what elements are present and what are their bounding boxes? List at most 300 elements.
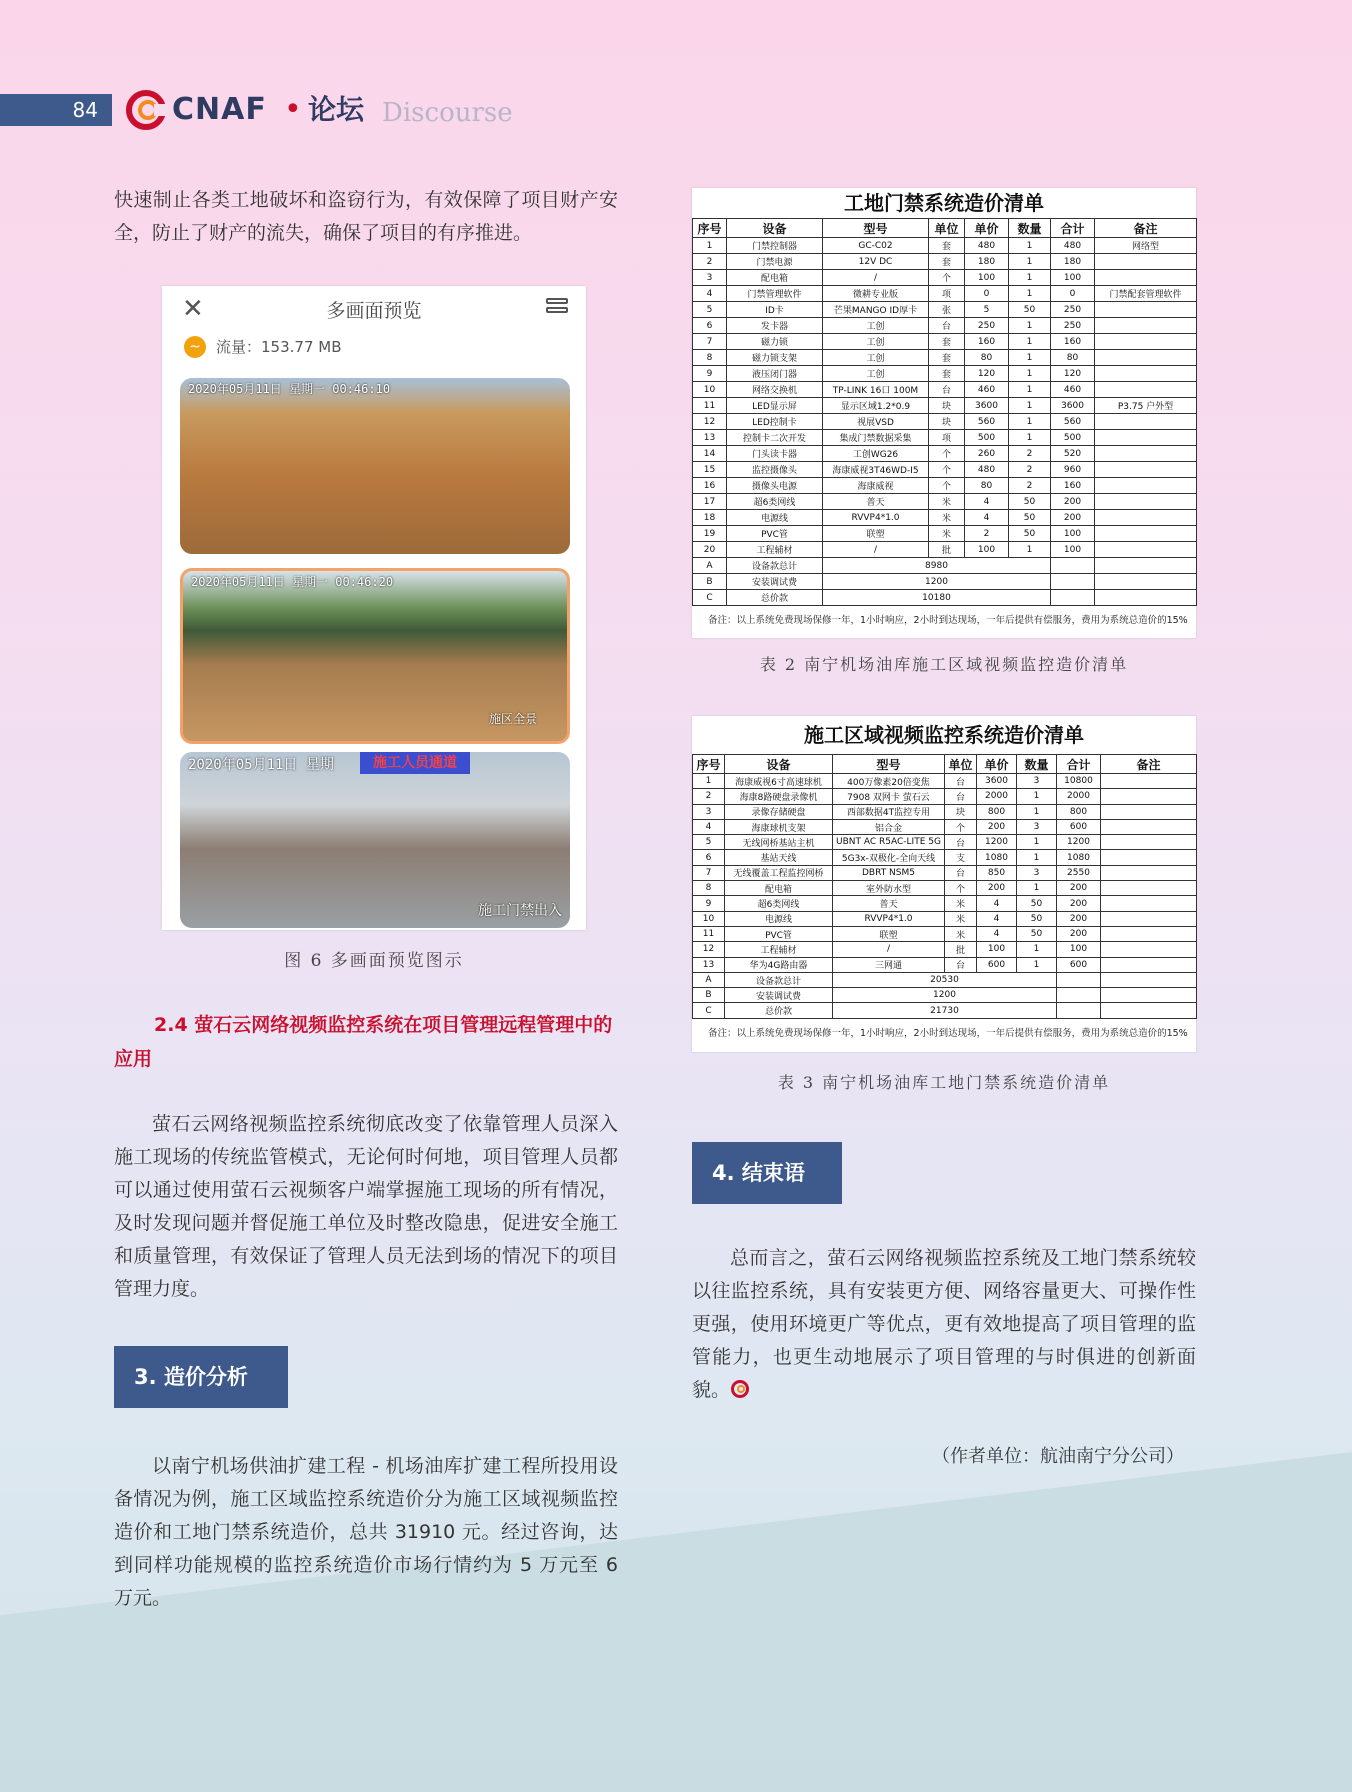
table-row <box>693 494 1197 510</box>
table-cell: 13 <box>693 430 727 446</box>
table-cell: 1080 <box>977 850 1017 865</box>
summary-label: 设备款总计 <box>727 558 823 574</box>
table-cell: 250 <box>1051 318 1095 334</box>
table-cell: 1 <box>1017 957 1057 972</box>
column-header: 合计 <box>1057 755 1101 774</box>
table-cell: 西部数据4T监控专用 <box>833 804 945 819</box>
table-row <box>693 270 1197 286</box>
table-cell: 磁力锁 <box>727 334 823 350</box>
traffic-label: 流量：153.77 MB <box>216 338 342 356</box>
table-cell: 9 <box>693 896 725 911</box>
table-cell: 支 <box>945 850 977 865</box>
table-cell: 块 <box>929 398 965 414</box>
table-cell <box>1095 478 1197 494</box>
table-cell: 1 <box>1009 270 1051 286</box>
table-cell: 芒果MANGO ID厚卡 <box>823 302 929 318</box>
table-cell: 600 <box>1057 957 1101 972</box>
table-cell: 6 <box>693 850 725 865</box>
table-cell <box>1095 446 1197 462</box>
table-cell: PVC管 <box>727 526 823 542</box>
empty-cell <box>1101 972 1197 987</box>
table-cell: 工创 <box>823 334 929 350</box>
table-title: 施工区域视频监控系统造价清单 <box>804 723 1084 747</box>
column-header: 序号 <box>693 219 727 238</box>
table-cell: 华为4G路由器 <box>725 957 833 972</box>
table-cell: 7908 双网卡 萤石云 <box>833 789 945 804</box>
table-cell: 1 <box>1009 414 1051 430</box>
table-cell: UBNT AC R5AC-LITE 5G <box>833 835 945 850</box>
table-cell: 门禁管理软件 <box>727 286 823 302</box>
table-cell: 米 <box>929 494 965 510</box>
table-cell: 460 <box>965 382 1009 398</box>
table-row <box>693 238 1197 254</box>
table-cell: 2000 <box>977 789 1017 804</box>
empty-cell <box>1051 590 1095 606</box>
table-cell <box>1101 911 1197 926</box>
table-cell: 2000 <box>1057 789 1101 804</box>
table-cell: 5 <box>693 835 725 850</box>
table-cell: 2 <box>693 789 725 804</box>
table-cell: 电源线 <box>725 911 833 926</box>
table-row <box>693 835 1197 850</box>
table-cell: 米 <box>945 926 977 941</box>
table-cell: 12 <box>693 942 725 957</box>
table-cell: 1 <box>1009 542 1051 558</box>
table-cell: 海康威视3T46WD-I5 <box>823 462 929 478</box>
table-cell: LED显示屏 <box>727 398 823 414</box>
summary-row <box>693 988 1197 1003</box>
paragraph-4-text: 总而言之，萤石云网络视频监控系统及工地门禁系统较以往监控系统，具有安装更方便、网络容量更大、可操作性更强，使用环境更广等优点，更有效地提高了项目管理的监管能力，也更生动地展示了项目管理的与时俱进的创新面貌。 <box>692 1247 1196 1401</box>
summary-row <box>693 574 1197 590</box>
table-cell: PVC管 <box>725 926 833 941</box>
table-cell <box>1095 494 1197 510</box>
table-cell: 套 <box>929 238 965 254</box>
table-cell: 520 <box>1051 446 1095 462</box>
summary-label: 总价款 <box>725 1003 833 1018</box>
table-cell <box>1101 850 1197 865</box>
table-cell: 1 <box>1017 789 1057 804</box>
table-cell: 个 <box>945 819 977 834</box>
table-cell: / <box>823 542 929 558</box>
table-cell: 100 <box>1057 942 1101 957</box>
table-row <box>693 350 1197 366</box>
table-row <box>693 382 1197 398</box>
table-cell: 3600 <box>965 398 1009 414</box>
preview-topbar <box>162 286 586 370</box>
close-icon: ✕ <box>182 294 204 324</box>
table-cell: 100 <box>1051 526 1095 542</box>
table-cell <box>1101 789 1197 804</box>
table-cell: 260 <box>965 446 1009 462</box>
cnaf-logo-icon <box>124 90 168 130</box>
empty-cell <box>1095 558 1197 574</box>
summary-id: A <box>693 972 725 987</box>
table-cell: 3 <box>693 804 725 819</box>
table-cell: 海康球机支架 <box>725 819 833 834</box>
table-cell <box>1095 430 1197 446</box>
summary-label: 安装调试费 <box>725 988 833 1003</box>
column-header: 设备 <box>725 755 833 774</box>
table-cell: 1 <box>1009 286 1051 302</box>
table-cell: 4 <box>693 819 725 834</box>
table-cell: 50 <box>1009 494 1051 510</box>
page-header <box>0 92 600 126</box>
summary-row <box>693 590 1197 606</box>
table-cell <box>1101 835 1197 850</box>
table-cell: 1 <box>1017 881 1057 896</box>
table-cell: 联塑 <box>833 926 945 941</box>
table-cell: 9 <box>693 366 727 382</box>
table-cell: 19 <box>693 526 727 542</box>
table-cell: 1 <box>1017 835 1057 850</box>
table-cell: 0 <box>1051 286 1095 302</box>
table-cell: 2 <box>965 526 1009 542</box>
column-header: 备注 <box>1095 219 1197 238</box>
table-cell: 米 <box>929 510 965 526</box>
table-cell: 3600 <box>977 774 1017 789</box>
table-cell: 铝合金 <box>833 819 945 834</box>
table-cell <box>1101 896 1197 911</box>
table-cell: 80 <box>1051 350 1095 366</box>
table-cell: 1 <box>1009 398 1051 414</box>
table-row <box>693 804 1197 819</box>
camera-view-3 <box>180 752 570 928</box>
table-cell: 无线网桥基站主机 <box>725 835 833 850</box>
summary-label: 安装调试费 <box>727 574 823 590</box>
column-header: 数量 <box>1017 755 1057 774</box>
table-cell <box>1101 819 1197 834</box>
table-cell: 160 <box>1051 334 1095 350</box>
table-cell: 1 <box>1009 430 1051 446</box>
table-cell: 800 <box>977 804 1017 819</box>
column-header: 型号 <box>823 219 929 238</box>
table-cell: 门禁配套管理软件 <box>1095 286 1197 302</box>
table-cell: 460 <box>1051 382 1095 398</box>
table-cell: 集成门禁数据采集 <box>823 430 929 446</box>
table-access-control-cost <box>692 188 1196 638</box>
table-cell: 10800 <box>1057 774 1101 789</box>
table-cell: 5 <box>693 302 727 318</box>
table-cell: P3.75 户外型 <box>1095 398 1197 414</box>
table-cell: 100 <box>965 542 1009 558</box>
table-cell: 50 <box>1017 911 1057 926</box>
empty-cell <box>1101 988 1197 1003</box>
preview-title: 多画面预览 <box>326 300 422 322</box>
table-cell: 100 <box>965 270 1009 286</box>
table-cell: 200 <box>1057 896 1101 911</box>
table-cell <box>1095 526 1197 542</box>
camera-tag: 施区全景 <box>488 712 537 726</box>
table-cell: 13 <box>693 957 725 972</box>
table-cell: 200 <box>1057 881 1101 896</box>
table-cell: 1 <box>693 774 725 789</box>
empty-cell <box>1051 574 1095 590</box>
table-cell <box>1101 926 1197 941</box>
summary-id: A <box>693 558 727 574</box>
table-cell: 套 <box>929 366 965 382</box>
end-mark-icon <box>730 1379 750 1399</box>
table-row <box>693 254 1197 270</box>
paragraph-2: 萤石云网络视频监控系统彻底改变了依靠管理人员深入施工现场的传统监管模式，无论何时何地，项目管理人员都可以通过使用萤石云视频客户端掌握施工现场的所有情况，及时发现问题并督促施工单位及时整改隐患，促进安全施工和质量管理，有效保证了管理人员无法到场的情况下的项目管理力度。 <box>114 1113 618 1300</box>
table-cell: 7 <box>693 334 727 350</box>
table-cell: 米 <box>929 526 965 542</box>
table-cell: 工创 <box>823 318 929 334</box>
table-cell: 套 <box>929 254 965 270</box>
table-cell: 台 <box>945 774 977 789</box>
empty-cell <box>1051 558 1095 574</box>
table-cell: 4 <box>977 896 1017 911</box>
table-cell <box>1095 318 1197 334</box>
table-cell: 个 <box>929 446 965 462</box>
camera-timestamp: 2020年05月11日 星期一 00:46:20 <box>191 575 394 589</box>
table-video-cost <box>692 716 1196 1052</box>
table-cell: 项 <box>929 286 965 302</box>
table-cell: 3 <box>1017 865 1057 880</box>
paragraph-4 <box>692 1242 1196 1407</box>
table-cell <box>1095 462 1197 478</box>
table-cell <box>1095 542 1197 558</box>
table-row <box>693 911 1197 926</box>
table-cell: 6 <box>693 318 727 334</box>
camera-view-1 <box>180 378 570 554</box>
table-cell: 个 <box>945 881 977 896</box>
brand-name: CNAF <box>172 92 267 127</box>
table-cell: 普天 <box>823 494 929 510</box>
table-cell: 10 <box>693 382 727 398</box>
table-cell: 1 <box>1009 318 1051 334</box>
table-cell: 10 <box>693 911 725 926</box>
camera-view-2 <box>180 568 570 744</box>
summary-label: 总价款 <box>727 590 823 606</box>
summary-id: B <box>693 574 727 590</box>
table-cell: 配电箱 <box>725 881 833 896</box>
table-cell <box>1095 414 1197 430</box>
table-cell <box>1095 350 1197 366</box>
table-cell: 7 <box>693 865 725 880</box>
table-cell: 14 <box>693 446 727 462</box>
table-cell: 摄像头电源 <box>727 478 823 494</box>
table-cell: / <box>823 270 929 286</box>
table-cell: 1200 <box>1057 835 1101 850</box>
table-cell: DBRT NSM5 <box>833 865 945 880</box>
table-cell: 2 <box>1009 478 1051 494</box>
table-cell: 磁力锁支架 <box>727 350 823 366</box>
table-row <box>693 896 1197 911</box>
empty-cell <box>1057 1003 1101 1018</box>
column-header: 型号 <box>833 755 945 774</box>
table-cell: 120 <box>965 366 1009 382</box>
table-cell: 250 <box>965 318 1009 334</box>
table-cell: LED控制卡 <box>727 414 823 430</box>
summary-row <box>693 558 1197 574</box>
table-cell: 视展VSD <box>823 414 929 430</box>
table-cell: 400万像素20倍变焦 <box>833 774 945 789</box>
table-cell: 米 <box>945 911 977 926</box>
table-cell: 发卡器 <box>727 318 823 334</box>
brand-dot: • <box>284 92 302 127</box>
table-cell: 微耕专业版 <box>823 286 929 302</box>
table-cell: 200 <box>977 881 1017 896</box>
table-cell: 海康威视 <box>823 478 929 494</box>
table-row <box>693 478 1197 494</box>
table-2-caption: 表 2 南宁机场油库施工区域视频监控造价清单 <box>759 655 1129 674</box>
table-cell: GC-C02 <box>823 238 929 254</box>
empty-cell <box>1095 574 1197 590</box>
table-cell: 电源线 <box>727 510 823 526</box>
table-cell: 工创WG26 <box>823 446 929 462</box>
table-cell: 18 <box>693 510 727 526</box>
table-cell: 4 <box>965 510 1009 526</box>
table-cell: 液压闭门器 <box>727 366 823 382</box>
column-header: 单价 <box>965 219 1009 238</box>
camera-banner: 施工人员通道 <box>360 752 470 774</box>
table-row <box>693 302 1197 318</box>
traffic-icon: ~ <box>184 336 206 358</box>
table-cell: 8 <box>693 350 727 366</box>
paragraph-3: 以南宁机场供油扩建工程 - 机场油库扩建工程所投用设备情况为例，施工区域监控系统造价分为施工区域视频监控造价和工地门禁系统造价，总共 31910 元。经过咨询，达到同样功能规模的监控系统造价市场行情约为 5 万元至 6 万元。 <box>114 1455 618 1609</box>
table-cell: 套 <box>929 334 965 350</box>
table-cell <box>1095 270 1197 286</box>
table-row <box>693 942 1197 957</box>
table-cell: 室外防水型 <box>833 881 945 896</box>
table-cell: 100 <box>977 942 1017 957</box>
summary-value: 1200 <box>823 574 1051 590</box>
table-cell: 2550 <box>1057 865 1101 880</box>
table-row <box>693 789 1197 804</box>
table-cell: 500 <box>965 430 1009 446</box>
empty-cell <box>1057 972 1101 987</box>
table-cell: 160 <box>965 334 1009 350</box>
empty-cell <box>1101 1003 1197 1018</box>
table-cell: 200 <box>1057 926 1101 941</box>
table-cell: 50 <box>1009 526 1051 542</box>
table-cell <box>1095 382 1197 398</box>
camera-timestamp: 2020年05月11日 星期 <box>188 757 334 773</box>
table-cell: 网络交换机 <box>727 382 823 398</box>
table-cell: 米 <box>945 896 977 911</box>
table-cell: 海康8路硬盘录像机 <box>725 789 833 804</box>
table-cell: 批 <box>929 542 965 558</box>
table-cell <box>1095 302 1197 318</box>
table-cell: 100 <box>1051 542 1095 558</box>
table-cell: 块 <box>929 414 965 430</box>
table-cell: 工程辅材 <box>727 542 823 558</box>
table-cell: 0 <box>965 286 1009 302</box>
table-cell: 1 <box>1009 334 1051 350</box>
cost-table <box>692 754 1197 1019</box>
table-cell: 基站天线 <box>725 850 833 865</box>
table-cell: 11 <box>693 926 725 941</box>
table-cell: 600 <box>977 957 1017 972</box>
column-header: 序号 <box>693 755 725 774</box>
table-cell: 三网通 <box>833 957 945 972</box>
table-cell: 联塑 <box>823 526 929 542</box>
table-cell: 8 <box>693 881 725 896</box>
table-cell: 850 <box>977 865 1017 880</box>
summary-value: 1200 <box>833 988 1057 1003</box>
table-cell <box>1095 366 1197 382</box>
empty-cell <box>1057 988 1101 1003</box>
table-cell: 80 <box>965 350 1009 366</box>
table-row <box>693 926 1197 941</box>
table-cell: 50 <box>1017 896 1057 911</box>
summary-id: B <box>693 988 725 1003</box>
table-cell: 480 <box>965 238 1009 254</box>
table-cell: 3 <box>693 270 727 286</box>
table-cell: 200 <box>1051 510 1095 526</box>
table-cell <box>1101 942 1197 957</box>
table-cell: RVVP4*1.0 <box>823 510 929 526</box>
table-cell: 100 <box>1051 270 1095 286</box>
table-cell: 3 <box>1017 819 1057 834</box>
table-row <box>693 286 1197 302</box>
camera-timestamp: 2020年05月11日 星期一 00:46:10 <box>188 382 391 396</box>
table-cell: 网络型 <box>1095 238 1197 254</box>
page-number: 84 <box>0 94 112 126</box>
section-3-heading: 3. 造价分析 <box>114 1346 288 1408</box>
summary-row <box>693 972 1197 987</box>
column-header: 单位 <box>929 219 965 238</box>
table-cell: 160 <box>1051 478 1095 494</box>
table-cell: 20 <box>693 542 727 558</box>
table-cell: 2 <box>1009 462 1051 478</box>
column-header: 设备 <box>727 219 823 238</box>
table-cell <box>1101 774 1197 789</box>
table-cell: 4 <box>693 286 727 302</box>
table-cell: 3 <box>1017 774 1057 789</box>
table-cell: 录像存储硬盘 <box>725 804 833 819</box>
table-cell: TP-LINK 16口 100M <box>823 382 929 398</box>
table-cell: 1 <box>1009 382 1051 398</box>
table-cell <box>1101 957 1197 972</box>
summary-value: 21730 <box>833 1003 1057 1018</box>
table-row <box>693 446 1197 462</box>
table-cell <box>1101 804 1197 819</box>
table-cell: 180 <box>965 254 1009 270</box>
table-row <box>693 510 1197 526</box>
table-cell <box>1095 510 1197 526</box>
intro-paragraph: 快速制止各类工地破坏和盗窃行为，有效保障了项目财产安全，防止了财产的流失，确保了项目的有序推进。 <box>114 189 618 244</box>
table-cell: 1 <box>1009 350 1051 366</box>
table-cell: 工创 <box>823 350 929 366</box>
section-name-en: Discourse <box>382 98 513 128</box>
table-cell: 显示区域1.2*0.9 <box>823 398 929 414</box>
summary-value: 20530 <box>833 972 1057 987</box>
table-note: 备注：以上系统免费现场保修一年，1小时响应，2小时到达现场，一年后提供有偿服务，费用为系统总造价的15% <box>708 1027 1188 1039</box>
table-cell: ID卡 <box>727 302 823 318</box>
table-cell: 4 <box>977 926 1017 941</box>
table-cell: 600 <box>1057 819 1101 834</box>
table-cell: 台 <box>929 382 965 398</box>
table-cell: 1 <box>1009 366 1051 382</box>
table-row <box>693 957 1197 972</box>
table-row <box>693 865 1197 880</box>
table-cell <box>1101 865 1197 880</box>
table-cell: 4 <box>977 911 1017 926</box>
author-affiliation: （作者单位：航油南宁分公司） <box>932 1446 1184 1467</box>
table-cell: 800 <box>1057 804 1101 819</box>
table-cell: 监控摄像头 <box>727 462 823 478</box>
summary-value: 10180 <box>823 590 1051 606</box>
table-cell <box>1095 334 1197 350</box>
table-cell: 1 <box>693 238 727 254</box>
table-cell: 50 <box>1009 510 1051 526</box>
column-header: 备注 <box>1101 755 1197 774</box>
table-cell: 工程辅材 <box>725 942 833 957</box>
table-note: 备注：以上系统免费现场保修一年，1小时响应，2小时到达现场，一年后提供有偿服务，费用为系统总造价的15% <box>708 615 1188 626</box>
table-row <box>693 398 1197 414</box>
section-name-cn: 论坛 <box>308 93 365 126</box>
